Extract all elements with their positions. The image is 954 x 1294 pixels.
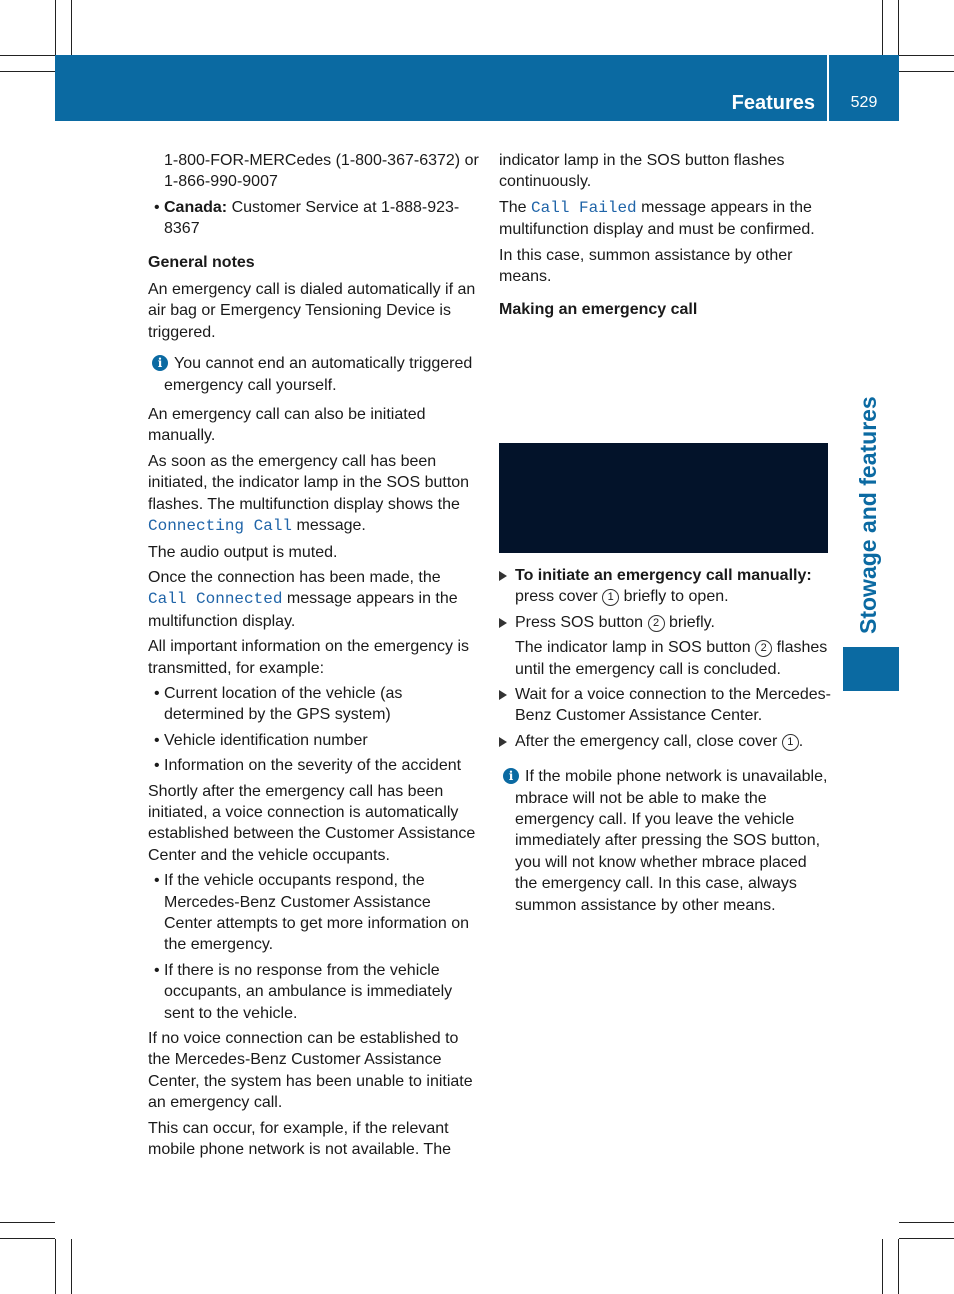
paragraph: An emergency call is dialed automatically if an air bag or Emergency Tensioning Device is triggered. [148, 281, 476, 341]
crop-mark [898, 1239, 899, 1294]
list-item [148, 755, 480, 776]
paragraph: Shortly after the emergency call has been initiated, a voice connection is automatically established between the Customer Assistance Center and the vehicle occupants. [148, 782, 476, 864]
list-item [148, 683, 480, 726]
arrow-icon [499, 571, 507, 581]
arrow-icon [499, 690, 507, 700]
list-item [148, 960, 480, 1024]
display-message-connected: Call Connected [148, 590, 283, 609]
step-text: . [798, 732, 804, 750]
bullet-icon: • [154, 872, 160, 890]
display-message-connecting: Connecting Call [148, 517, 293, 536]
section-title: Features [731, 92, 815, 114]
canada-text: Customer Service at 1-888-923-8367 [164, 198, 460, 238]
paragraph-text: As soon as the emergency call has been initiated, the indicator lamp in the SOS button flashes. The multifunction display shows the [148, 452, 470, 513]
list-item [148, 870, 480, 956]
step-text: flashes until the emergency call is concluded. [515, 639, 828, 678]
callout-number: 2 [755, 640, 772, 657]
crop-mark [882, 1239, 883, 1294]
general-notes-heading: General notes [148, 253, 255, 271]
crop-mark [0, 1238, 55, 1239]
paragraph-text: Once the connection has been made, the [148, 568, 441, 586]
crop-mark [0, 1222, 55, 1223]
paragraph-text: message. [296, 517, 366, 535]
making-call-heading: Making an emergency call [499, 301, 698, 319]
crop-mark [0, 71, 55, 72]
paragraph-text: The [499, 198, 527, 216]
arrow-icon [499, 737, 507, 747]
crop-mark [882, 0, 883, 55]
side-tab-label: Stowage and features [855, 396, 881, 634]
note-text: You cannot end an automatically triggered emergency call yourself. [164, 355, 473, 394]
bullet-icon: • [154, 198, 160, 216]
list-item-text: Information on the severity of the accident [164, 757, 462, 775]
info-icon: i [152, 355, 168, 371]
right-column [499, 150, 831, 327]
step-item [499, 731, 831, 752]
page-number: 529 [850, 94, 878, 111]
side-tab-marker [843, 647, 899, 691]
paragraph: An emergency call can also be initiated manually. [148, 406, 426, 445]
bullet-icon: • [154, 684, 160, 702]
list-item-text: Vehicle identification number [164, 731, 368, 749]
right-column-steps [499, 565, 831, 924]
callout-number: 1 [602, 589, 619, 606]
paragraph [148, 451, 480, 538]
step-result [499, 637, 831, 680]
list-item [148, 197, 480, 240]
note-text: If the mobile phone network is unavailable, mbrace will not be able to make the emergency call. If you leave the vehicle immediately after pressing the SOS button, you will not know whether mbrace placed the emergency call. In this case, always summon assistance by other means. [515, 768, 828, 914]
arrow-icon [499, 618, 507, 628]
info-note [499, 766, 831, 916]
paragraph-text: message appears in the multifunction display and must be confirmed. [499, 198, 815, 239]
crop-mark [899, 55, 954, 56]
paragraph: All important information on the emergency is transmitted, for example: [148, 638, 470, 677]
crop-mark [71, 0, 72, 55]
step-item [499, 565, 831, 608]
list-item-text: If the vehicle occupants respond, the Mercedes-Benz Customer Assistance Center attempts to get more information on the emergency. [164, 872, 470, 954]
crop-mark [899, 1222, 954, 1223]
crop-mark [55, 1239, 56, 1294]
paragraph: If no voice connection can be established to the Mercedes-Benz Customer Assistance Center, the system has been unable to initiate an emergency call. [148, 1030, 473, 1112]
step-text: Press SOS button [515, 613, 644, 631]
bullet-icon: • [154, 757, 160, 775]
crop-mark [899, 71, 954, 72]
canada-label: Canada: [164, 198, 228, 216]
crop-mark [899, 1238, 954, 1239]
step-text: briefly. [668, 613, 715, 631]
paragraph: This can occur, for example, if the relevant mobile phone network is not available. The [148, 1119, 451, 1159]
callout-number: 2 [648, 615, 665, 632]
paragraph: The audio output is muted. [148, 543, 338, 561]
crop-mark [55, 0, 56, 55]
crop-mark [0, 55, 55, 56]
paragraph: indicator lamp in the SOS button flashes continuously. [499, 152, 785, 191]
step-text: press cover [515, 588, 598, 606]
step-text: The indicator lamp in SOS button [515, 639, 751, 657]
crop-mark [898, 0, 899, 55]
step-text: briefly to open. [623, 588, 729, 606]
paragraph [148, 567, 480, 632]
paragraph [499, 197, 831, 241]
paragraph: In this case, summon assistance by other means. [499, 246, 793, 286]
info-icon: i [503, 768, 519, 784]
paragraph-text: message appears in the multifunction display. [148, 590, 458, 630]
step-text: After the emergency call, close cover [515, 732, 778, 750]
bullet-icon: • [154, 731, 160, 749]
step-lead: To initiate an emergency call manually: [515, 567, 812, 584]
step-item [499, 612, 831, 633]
phone-numbers-us: 1-800-FOR-MERCedes (1-800-367-6372) or 1-866-990-9007 [164, 152, 479, 191]
display-message-failed: Call Failed [531, 198, 637, 217]
step-item [499, 684, 831, 727]
info-note [148, 353, 480, 396]
page-header [55, 55, 899, 121]
left-column [148, 150, 480, 1164]
bullet-icon: • [154, 961, 160, 979]
sos-button-illustration [499, 443, 828, 553]
list-item-text: Current location of the vehicle (as determined by the GPS system) [164, 684, 403, 724]
step-text: Wait for a voice connection to the Mercedes-Benz Customer Assistance Center. [515, 686, 831, 725]
list-item-text: If there is no response from the vehicle occupants, an ambulance is immediately sent to the vehicle. [164, 961, 453, 1022]
list-item [148, 730, 480, 751]
crop-mark [71, 1239, 72, 1294]
callout-number: 1 [782, 734, 799, 751]
